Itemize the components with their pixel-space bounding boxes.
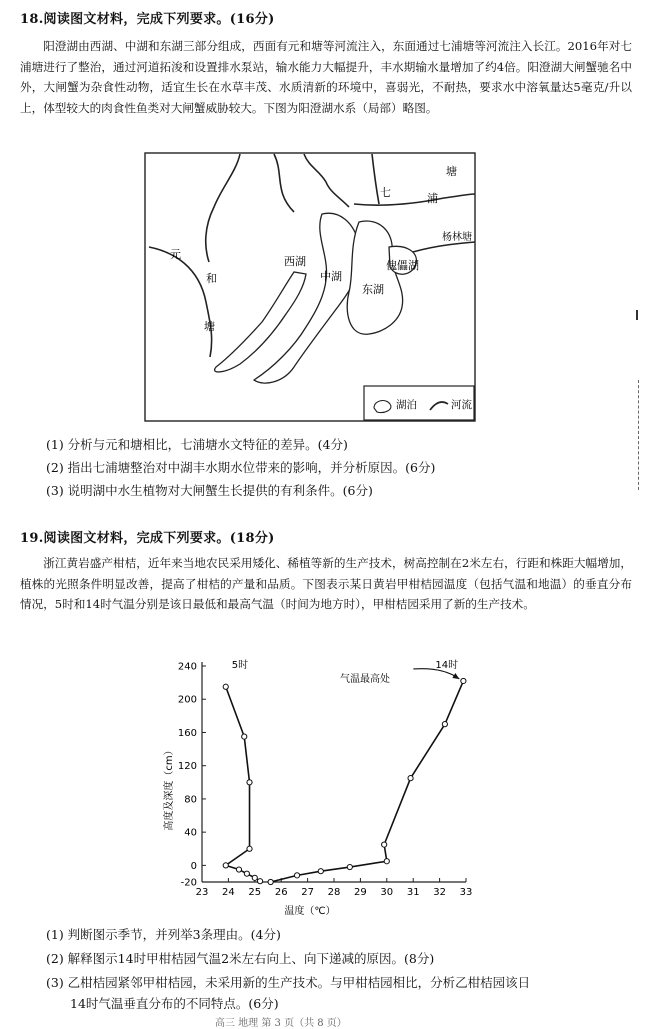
river-upper-west	[206, 154, 240, 262]
chart-y-tick-label: 120	[177, 761, 197, 773]
series-line-1	[271, 681, 464, 882]
chart-x-tick-label: 24	[222, 887, 235, 898]
q18-question-3: (3) 说明湖中水生植物对大闸蟹生长提供的有利条件。(6分)	[46, 483, 373, 498]
label-yuanhe-3: 塘	[204, 320, 215, 333]
label-middle-lake: 中湖	[320, 270, 342, 283]
series-point-0	[257, 879, 262, 884]
series-point-1	[318, 869, 323, 874]
series-point-0	[223, 684, 228, 689]
chart-x-axis-label: 温度（℃）	[284, 906, 336, 917]
q18-question-1: (1) 分析与元和塘相比，七浦塘水文特征的差异。(4分)	[46, 437, 348, 452]
chart-x-tick-label: 31	[406, 887, 420, 898]
series-point-0	[244, 871, 249, 876]
chart-y-tick-label: 160	[177, 727, 197, 739]
chart-y-tick-label: 200	[177, 694, 197, 706]
east-lake	[347, 221, 402, 334]
series-point-0	[247, 846, 252, 851]
chart-x-tick-label: 29	[354, 887, 367, 898]
series-point-1	[347, 864, 352, 869]
chart-x-tick-label: 23	[195, 887, 209, 898]
temperature-chart-svg	[160, 648, 480, 918]
chart-y-tick-label: 40	[184, 827, 197, 839]
margin-dashed-line	[638, 380, 641, 490]
q19-question-2: (2) 解释图示14时甲柑桔园气温2米左右向上、向下递减的原因。(8分)	[46, 951, 435, 966]
chart-x-tick-label: 33	[459, 887, 473, 898]
river-upper-middle	[274, 154, 294, 212]
temperature-chart	[160, 648, 480, 918]
q19-question-3-continued: 14时气温垂直分布的不同特点。(6分)	[70, 996, 279, 1011]
chart-x-tick-label: 28	[327, 887, 341, 898]
label-yanglin: 杨林塘	[442, 232, 472, 243]
chart-x-tick-label: 26	[274, 887, 288, 898]
margin-mark	[636, 310, 644, 320]
q18-title: 18.阅读图文材料，完成下列要求。(16分)	[20, 12, 275, 27]
series-point-1	[268, 879, 273, 884]
chart-y-tick-label: -20	[180, 877, 197, 889]
legend-lake-text: 湖泊	[396, 399, 417, 411]
series-label-0: 5时	[231, 660, 249, 671]
label-yuanhe-1: 元	[170, 248, 181, 261]
chart-series	[223, 658, 466, 885]
qipu-river	[354, 194, 475, 205]
series-point-1	[442, 722, 447, 727]
chart-x-tick-label: 30	[380, 887, 394, 898]
series-line-0	[226, 687, 260, 881]
q18-paragraph: 阳澄湖由西湖、中湖和东湖三部分组成，西面有元和塘等河流注入，东面通过七浦塘等河流注入长江。2016年对七浦塘进行了整治，通过河道拓浚和设置排水泵站，输水能力大幅提升，丰水期输水量增加了约4倍。阳澄湖大闸蟹驰名中外，大闸蟹为杂食性动物，适宜生长在水草丰茂、水质清新的环境中，喜弱光，不耐热，要求水中溶氧量达5毫克/升以上，体型较大的肉食性鱼类对大闸蟹威胁较大。下图为阳澄湖水系（局部）略图。	[20, 39, 632, 115]
label-qipu-3: 塘	[446, 165, 457, 178]
chart-axes	[202, 662, 466, 882]
series-label-1: 14时	[435, 660, 459, 671]
label-huaiyu-lake: 傀儡湖	[386, 259, 419, 272]
q19-question-3: (3) 乙柑桔园紧邻甲柑桔园，未采用新的生产技术。与甲柑桔园相比，分析乙柑桔园该日	[46, 975, 531, 990]
series-point-0	[223, 863, 228, 868]
chart-annotation: 气温最高处	[340, 674, 390, 685]
yuanhe-river	[149, 247, 212, 357]
series-point-1	[408, 776, 413, 781]
q19-title: 19.阅读图文材料，完成下列要求。(18分)	[20, 531, 275, 546]
chart-x-tick-label: 25	[248, 887, 262, 898]
series-point-1	[382, 842, 387, 847]
series-point-0	[252, 875, 257, 880]
middle-lake	[254, 213, 361, 383]
label-yuanhe-2: 和	[206, 272, 217, 285]
lake-map-svg	[144, 152, 476, 422]
series-point-0	[247, 780, 252, 785]
q19-paragraph: 浙江黄岩盛产柑桔，近年来当地农民采用矮化、稀植等新的生产技术，树高控制在2米左右，行距和株距大幅增加，植株的光照条件明显改善，提高了柑桔的产量和品质。下图表示某日黄岩甲柑桔园温度（包括气温和地温）的垂直分布情况，5时和14时气温分别是该日最低和最高气温（时间为地方时），甲柑桔园采用了新的生产技术。	[20, 556, 632, 611]
chart-x-tick-label: 27	[301, 887, 314, 898]
chart-ticks	[178, 662, 472, 899]
chart-y-tick-label: 0	[190, 860, 197, 872]
label-qipu-1: 七	[380, 186, 391, 199]
series-point-1	[384, 859, 389, 864]
label-west-lake: 西湖	[284, 255, 306, 268]
legend-lake-symbol	[374, 401, 391, 413]
river-upper-east	[304, 154, 349, 207]
annotation-arrowhead	[452, 673, 459, 679]
chart-y-axis-label: 高度及深度（cm）	[164, 745, 175, 831]
series-point-0	[242, 734, 247, 739]
lake-map	[144, 152, 476, 422]
series-point-0	[236, 867, 241, 872]
label-east-lake: 东湖	[362, 283, 384, 296]
q18-question-2: (2) 指出七浦塘整治对中湖丰水期水位带来的影响，并分析原因。(6分)	[46, 460, 436, 475]
page-footer: 高三 地理 第 3 页（共 8 页）	[215, 1018, 347, 1029]
chart-y-tick-label: 80	[184, 794, 197, 806]
map-frame	[145, 153, 475, 421]
series-point-1	[461, 678, 466, 683]
yanglin-river	[406, 242, 475, 254]
chart-y-tick-label: 240	[177, 661, 197, 673]
q19-question-1: (1) 判断图示季节，并列举3条理由。(4分)	[46, 927, 281, 942]
river-upper-right	[372, 154, 379, 204]
legend-river-text: 河流	[451, 399, 472, 411]
chart-x-tick-label: 32	[433, 887, 446, 898]
series-point-1	[294, 873, 299, 878]
label-qipu-2: 浦	[427, 192, 438, 205]
